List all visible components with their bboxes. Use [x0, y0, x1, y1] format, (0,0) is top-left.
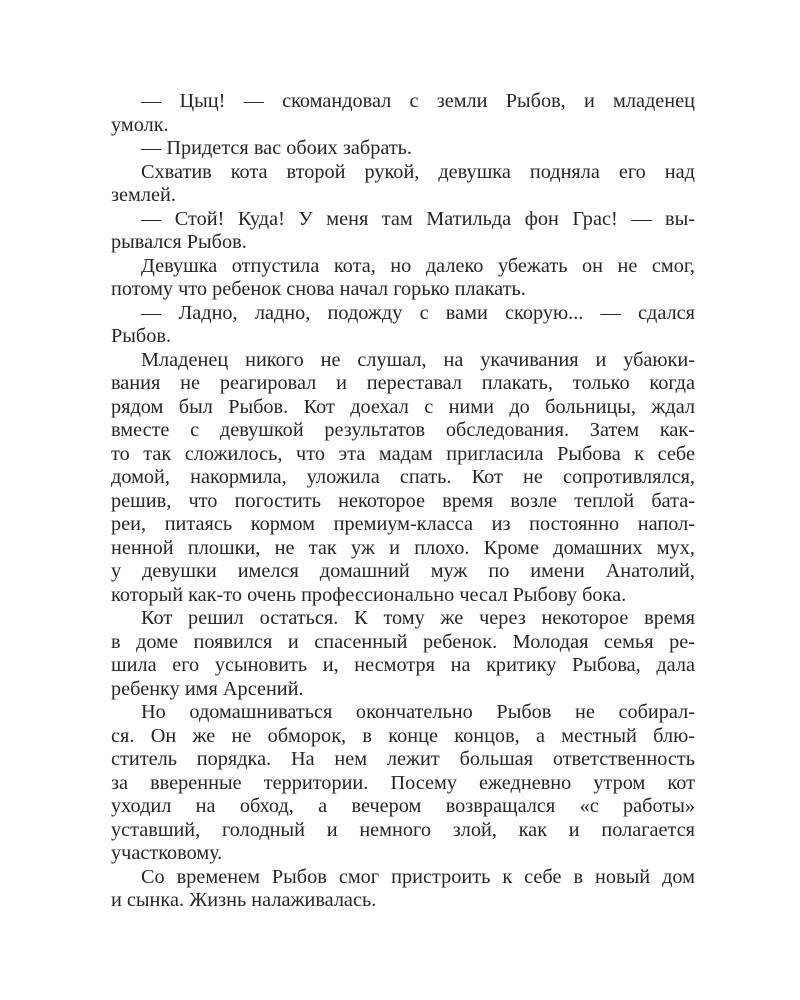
text-line: — Придется вас обоих забрать.	[141, 137, 413, 159]
text-line: у девушки имелся домашний муж по имени Анатолий,	[111, 560, 695, 582]
text-line: и сынка. Жизнь налаживалась.	[111, 889, 377, 911]
text-line: то так сложилось, что эта мадам пригласила Рыбова к себе	[111, 442, 695, 465]
text-line: Со временем Рыбов смог пристроить к себе в новый дом	[141, 865, 695, 888]
text-line: рывался Рыбов.	[111, 231, 247, 253]
text-line: рядом был Рыбов. Кот доехал с ними до больницы, ждал	[111, 395, 695, 418]
text-line: шила его усыновить и, несмотря на критику Рыбова, дала	[111, 654, 695, 676]
text-line: участковому.	[111, 842, 223, 864]
text-line: Кот решил остаться. К тому же через некоторое время	[141, 607, 695, 629]
text-line: который как-то очень профессионально чесал Рыбову бока.	[111, 583, 627, 606]
text-line: решив, что погостить некоторое время возле теплой бата-	[111, 489, 695, 512]
text-line: ститель порядка. На нем лежит большая ответственность	[111, 748, 695, 770]
text-line: Девушка отпустила кота, но далеко убежать он не смог,	[141, 254, 695, 277]
text-line: ненной плошки, не так уж и плохо. Кроме домашних мух,	[111, 536, 695, 559]
text-line: уходил на обход, а вечером возвращался «с работы»	[111, 795, 695, 817]
text-line: ся. Он же не обморок, в конце концов, а местный блю-	[111, 724, 695, 747]
text-line: Схватив кота второй рукой, девушка подняла его над	[141, 160, 695, 183]
text-line: вания не реагировал и переставал плакать, только когда	[111, 372, 695, 394]
text-line: в доме появился и спасенный ребенок. Молодая семья ре-	[111, 630, 695, 653]
text-line: умолк.	[111, 113, 169, 136]
text-line: землей.	[111, 184, 176, 206]
text-line: Младенец никого не слушал, на укачивания и убаюки-	[141, 348, 695, 371]
text-line: за вверенные территории. Посему ежедневно утром кот	[111, 771, 695, 794]
book-page-text	[111, 90, 695, 913]
text-line: уставший, голодный и немного злой, как и полагается	[111, 818, 695, 841]
text-line: реи, питаясь кормом премиум-класса из постоянно напол-	[111, 513, 695, 535]
text-line: Рыбов.	[111, 325, 172, 347]
text-line: ребенку имя Арсений.	[111, 677, 304, 700]
text-line: вместе с девушкой результатов обследования. Затем как-	[111, 419, 695, 441]
text-line: — Цыц! — скомандовал с земли Рыбов, и младенец	[141, 90, 695, 112]
text-line: — Ладно, ладно, подожду с вами скорую... — сдался	[141, 301, 695, 324]
text-line: Но одомашниваться окончательно Рыбов не собирал-	[141, 701, 695, 723]
text-line: — Стой! Куда! У меня там Матильда фон Грас! — вы-	[141, 207, 695, 230]
text-line: домой, накормила, уложила спать. Кот не сопротивлялся,	[111, 466, 695, 488]
text-line: потому что ребенок снова начал горько плакать.	[111, 278, 526, 300]
